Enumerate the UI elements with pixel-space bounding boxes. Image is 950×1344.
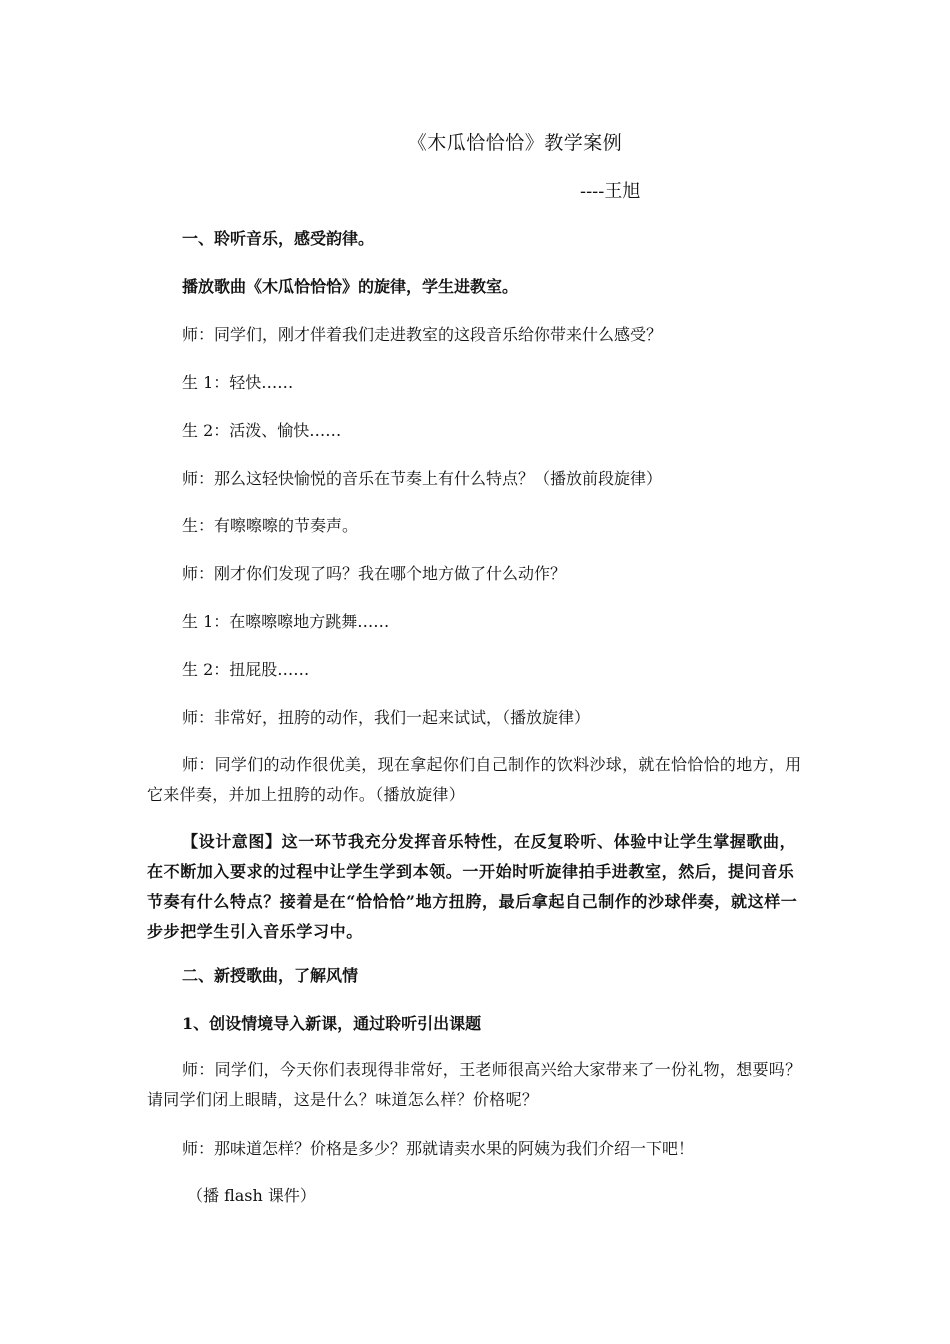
flash-note: （播 flash 课件） [187, 1186, 316, 1205]
section2-heading: 二、新授歌曲，了解风情 [182, 966, 359, 985]
teacher-line-3: 师：刚才你们发现了吗？我在哪个地方做了什么动作？ [182, 564, 567, 583]
teacher-line-1: 师：同学们，刚才伴着我们走进教室的这段音乐给你带来什么感受？ [182, 325, 663, 344]
student-line-3: 生：有嚓嚓嚓的节奏声。 [182, 516, 359, 535]
document-title: 《木瓜恰恰恰》教学案例 [407, 132, 623, 154]
design-intent: 【设计意图】这一环节我充分发挥音乐特性，在反复聆听、体验中让学生掌握歌曲，在不断加入要求的过程中让学生学到本领。一开始时听旋律拍手进教室，然后，提问音乐节奏有什么特点？接着是在“恰恰恰”地方扭胯，最后拿起自己制作的沙球伴奏，就这样一步步把学生引入音乐学习中。 [147, 832, 798, 941]
teacher-line-5: 师：同学们的动作很优美，现在拿起你们自己制作的饮料沙球，就在恰恰恰的地方，用它来伴奏，并加上扭胯的动作。（播放旋律） [147, 755, 802, 804]
student-line-1: 生 1：轻快…… [182, 373, 294, 392]
section1-heading: 一、聆听音乐，感受韵律。 [182, 229, 375, 248]
document-author: ----王旭 [580, 181, 641, 202]
play-intro: 播放歌曲《木瓜恰恰恰》的旋律，学生进教室。 [182, 277, 519, 296]
student-line-5: 生 2：扭屁股…… [182, 660, 310, 679]
student-line-4: 生 1：在嚓嚓嚓地方跳舞…… [182, 612, 390, 631]
teacher-line-7: 师：那味道怎样？价格是多少？那就请卖水果的阿姨为我们介绍一下吧！ [182, 1139, 695, 1158]
sub1-heading: 1、创设情境导入新课，通过聆听引出课题 [182, 1014, 482, 1033]
teacher-line-2: 师：那么这轻快愉悦的音乐在节奏上有什么特点？（播放前段旋律） [182, 469, 663, 488]
teacher-line-4: 师：非常好，扭胯的动作，我们一起来试试，（播放旋律） [182, 708, 591, 727]
teacher-line-6: 师：同学们，今天你们表现得非常好，王老师很高兴给大家带来了一份礼物，想要吗？请同学们闭上眼睛，这是什么？味道怎么样？价格呢？ [147, 1060, 802, 1109]
student-line-2: 生 2：活泼、愉快…… [182, 421, 342, 440]
